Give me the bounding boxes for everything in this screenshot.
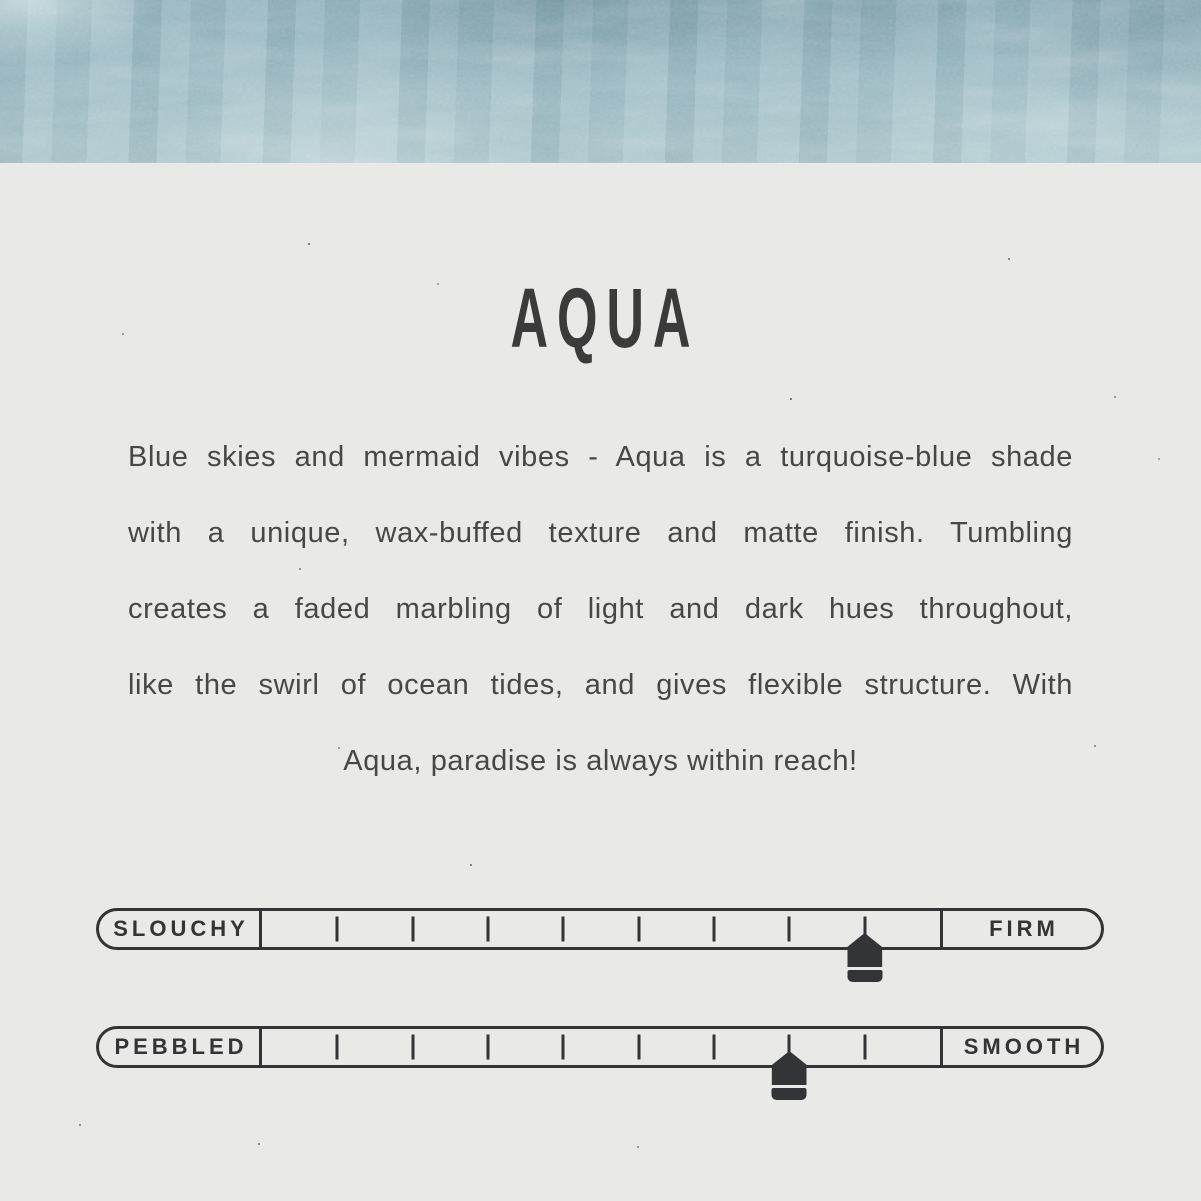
tick-mark xyxy=(336,1035,339,1060)
tick-mark xyxy=(788,917,791,942)
color-title: AQUA xyxy=(510,271,700,365)
tick-mark xyxy=(411,1035,414,1060)
scale-right-label: SMOOTH xyxy=(963,1034,1085,1059)
color-description xyxy=(128,419,1073,799)
tick-mark xyxy=(713,917,716,942)
scale-marker xyxy=(847,933,882,982)
tick-mark xyxy=(487,1035,490,1060)
description-line: like the swirl of ocean tides, and gives flexible structure. With xyxy=(128,669,1073,701)
tick-mark xyxy=(713,1035,716,1060)
tick-mark xyxy=(562,917,565,942)
description-line: creates a faded marbling of light and dark hues throughout, xyxy=(128,593,1073,625)
structure-scale-slouchy-firm xyxy=(96,908,1104,950)
scale-left-label: PEBBLED xyxy=(114,1034,248,1059)
scale-left-label-cell xyxy=(99,911,259,947)
leather-swatch-photo xyxy=(0,0,1201,163)
tick-mark xyxy=(487,917,490,942)
description-line: Blue skies and mermaid vibes - Aqua is a turquoise-blue shade xyxy=(128,441,1073,473)
scale-left-label: SLOUCHY xyxy=(113,916,249,941)
tick-mark xyxy=(637,1035,640,1060)
scale-right-label-cell xyxy=(943,1029,1101,1065)
description-line: with a unique, wax-buffed texture and matte finish. Tumbling xyxy=(128,517,1073,549)
texture-scale-pebbled-smooth xyxy=(96,1026,1104,1068)
tick-mark xyxy=(637,917,640,942)
leather-grain-texture xyxy=(0,0,1201,163)
tick-mark xyxy=(411,917,414,942)
scale-marker xyxy=(772,1051,807,1100)
tick-mark xyxy=(562,1035,565,1060)
marker-nib xyxy=(847,933,882,967)
scale-track xyxy=(259,1029,943,1065)
tick-mark xyxy=(336,917,339,942)
tick-mark xyxy=(863,1035,866,1060)
scale-right-label: FIRM xyxy=(989,916,1059,941)
scale-track xyxy=(259,911,943,947)
description-line: Aqua, paradise is always within reach! xyxy=(343,745,858,777)
marker-nib xyxy=(772,1051,807,1085)
marker-base-bar xyxy=(847,970,882,982)
scale-right-label-cell xyxy=(943,911,1101,947)
scale-left-label-cell xyxy=(99,1029,259,1065)
marker-base-bar xyxy=(772,1088,807,1100)
